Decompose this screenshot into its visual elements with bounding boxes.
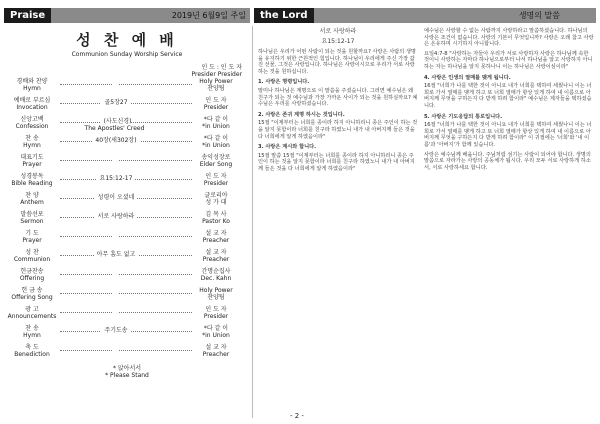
service-date: 2019년 6월9일 주일: [171, 11, 246, 20]
page-number: - 2 -: [290, 412, 304, 420]
sermon-column-right: [424, 28, 594, 174]
point-5-heading: 5. 사랑은 기도응답의 통로입니다.: [424, 113, 503, 120]
order-item-leader: *다 같 이 *in Union: [202, 135, 230, 149]
point-4-heading: 4. 사랑은 인생의 열매를 맺게 됩니다.: [424, 74, 511, 81]
lord-tag: the Lord: [254, 8, 314, 23]
order-item-content: [66, 308, 166, 315]
left-header-bar: [4, 8, 250, 23]
order-item-content: [66, 137, 166, 144]
order-item-label: 신앙고백 Confession: [15, 116, 49, 130]
order-item-content-text: [113, 270, 119, 277]
order-item-content: [66, 80, 166, 87]
order-item-leader: 인 도 자 Presider: [203, 306, 229, 320]
order-row: [4, 116, 250, 135]
sermon-title: 서로 사랑하라: [319, 28, 357, 35]
sermon-intro: 하나님은 우리가 어떤 사람이 되는 것을 원할까요? 사랑은 사람의 생명을 유지하기 위한 근원적인 힘입니다. 하나님이 우리에게 주신 가장 값진 선물, 그것은 사랑입니다. 하나님은 사랑이시므로 우리가 서로 사랑하는 것을 원하십니다.: [258, 49, 416, 75]
order-item-label: 기 도 Prayer: [22, 230, 42, 244]
order-item-content-text: 주기도송: [101, 327, 130, 334]
order-item-label: 성경봉독 Bible Reading: [11, 173, 53, 187]
order-item-content-text: 아무 흠도 없고: [94, 251, 139, 258]
order-item-label: 찬 송 Hymn: [23, 135, 41, 149]
order-item-leader: *다 같 이 *in Union: [202, 325, 230, 339]
stand-note: * 앉아서서 * Please Stand: [105, 365, 149, 379]
worship-order: [4, 28, 250, 379]
order-item-content: [66, 194, 166, 201]
order-row: [4, 173, 250, 192]
right-header-bar: [254, 8, 596, 23]
point-1-text: 말미나 하나님은 계명으로 이 말씀을 주셨습니다. 그러면 예수님은 왜 친구가 되는 것 예수님과 가장 가까운 사이가 되는 것을 원하실까요? 예수님은 우리를 사랑하셨습니다.: [258, 87, 418, 108]
order-row: [4, 306, 250, 325]
order-row: [4, 344, 250, 363]
order-item-content: [66, 156, 166, 163]
word-of-life-title: 생명의 말씀: [518, 11, 560, 20]
order-item-content-text: [113, 308, 119, 315]
order-row: [4, 192, 250, 211]
order-item-content: [66, 327, 166, 334]
order-item-content: [66, 213, 166, 220]
order-item-content: [66, 232, 166, 239]
order-item-content: [66, 346, 166, 353]
order-row: [4, 249, 250, 268]
order-item-leader: Holy Power 찬양팀: [199, 78, 233, 92]
point-1-heading: 1. 사랑은 명령입니다.: [258, 79, 310, 86]
order-item-content-text: [113, 346, 119, 353]
column-divider: [252, 26, 253, 418]
order-item-leader: 글로리아 성 가 대: [204, 192, 228, 206]
order-item-label: 찬 양 Anthem: [20, 192, 44, 206]
order-item-content: [66, 99, 166, 106]
presider-en: Presider Presider: [191, 71, 242, 78]
point-3-text: 15절 말씀 15절 "이제부터는 너희를 종이라 하지 아니하리니 종은 주인이 하는 것을 알지 못함이라 너희를 친구라 하였노니 내가 내 아버지께 들은 것을 다 너희에게 알게 하였음이라": [258, 152, 415, 172]
order-item-content: [66, 175, 166, 182]
order-item-content: [66, 270, 166, 277]
order-row: [4, 97, 250, 116]
order-item-content-text: 서로 사랑하라: [95, 213, 138, 220]
order-item-content: [66, 251, 166, 258]
order-row: [4, 135, 250, 154]
right-quote: 요일4:7-8 "사랑하는 자들아 우리가 서로 사랑하자 사랑은 하나님께 속한 것이니 사랑하는 자마다 하나님으로부터 나서 하나님을 알고 사랑하지 아니하는 자는 하나님을 알지 못하나니 이는 하나님은 사랑이심이라": [424, 50, 593, 70]
point-5-text: 16절 "너희가 나를 택한 것이 아니요 내가 너희를 택하여 세웠나니 이는 너희로 가서 열매를 맺게 하고 또 너희 열매가 항상 있게 하여 내 이름으로 아버지께 무엇을 구하든지 다 받게 하려 함이라" 이 귀절에는 '너희'와 '내 이름'과 '아버지'가 함께 있습니다.: [424, 122, 592, 148]
order-item-content: [66, 289, 166, 296]
praise-tag: Praise: [4, 8, 51, 23]
order-row: [4, 268, 250, 287]
order-item-content: [66, 118, 166, 132]
order-row: [4, 154, 250, 173]
presider-line: [4, 64, 242, 78]
order-item-content-text: [113, 289, 119, 296]
closing-text: 사랑은 예수님께 배웁니다. 주님처럼 섬기는 사람이 되어야 합니다. 생명의 말씀으로 자라가는 사랑의 공동체가 됩시다. 우리 모두 서로 사랑하게 하소서, 서로 사랑하세요 합니다.: [424, 151, 591, 171]
order-item-leader: 설 교 자 Preacher: [202, 344, 230, 358]
point-2-heading: 2. 사랑은 존귀 계명 하시는 것입니다.: [258, 111, 345, 118]
order-row: [4, 211, 250, 230]
point-4-text: 16절 "너희가 나를 택한 것이 아니요 내가 너희를 택하여 세웠나니 이는 너희로 가서 열매를 맺게 하고 또 너희 열매가 항상 있게 하여 내 이름으로 아버지께 무엇을 구하든지 다 받게 하려 함이라" 예수님은 제자들을 택하셨습니다.: [424, 83, 592, 109]
order-row: [4, 78, 250, 97]
right-intro: 예수님은 사랑할 수 없는 사람까지 사랑하라고 말씀하셨습니다. 하나님의 사랑은 조건이 없습니다. 사랑의 기본이 무엇입니까? 사랑은 오래 참고 사랑은 온유하며 시기하지 아니합니다.: [424, 28, 594, 48]
order-item-label: 축 도 Benediction: [14, 344, 50, 358]
order-item-label: 말씀선포 Sermon: [20, 211, 44, 225]
order-item-leader: 간명순집사 Dec. Kahn: [200, 268, 232, 282]
order-item-label: 헌 금 송 Offering Song: [11, 287, 53, 301]
order-item-label: 예배로 부르심 Invocation: [13, 97, 51, 111]
order-row: [4, 287, 250, 306]
order-item-content-text: (사도신경) The Apostles' Creed: [85, 118, 148, 132]
order-item-content-text: [113, 156, 119, 163]
order-item-label: 광 고 Announcements: [7, 306, 57, 320]
order-item-label: 대표기도 Prayer: [20, 154, 44, 168]
order-item-leader: 설 교 자 Preacher: [202, 249, 230, 263]
order-item-leader: Holy Power 찬양팀: [199, 287, 233, 301]
order-item-label: 성 찬 Communion: [13, 249, 51, 263]
order-item-content-text: [113, 80, 119, 87]
order-item-content-text: 골5장27: [101, 99, 130, 106]
order-item-content-text: [113, 232, 119, 239]
order-rows: [4, 78, 250, 363]
order-item-leader: 설 교 자 Preacher: [202, 230, 230, 244]
order-item-leader: 송익성장로 Elder Song: [199, 154, 233, 168]
presider-ko: 인 도 : 인 도 자: [201, 64, 242, 71]
order-item-leader: 김 목 사 Pastor Ko: [202, 211, 230, 225]
order-item-label: 헌금찬송 Offering: [19, 268, 45, 282]
sermon-reference: 요15:12-17: [321, 38, 355, 45]
worship-title: 성 찬 예 배: [76, 31, 178, 49]
order-item-label: 경배와 찬양 Hymn: [16, 78, 48, 92]
order-item-leader: 인 도 자 Presider: [203, 97, 229, 111]
order-item-content-text: 성령이 오셨네: [95, 194, 138, 201]
order-item-content-text: 40장(새302장): [92, 137, 139, 144]
point-3-heading: 3. 사랑은 계시와 합니다.: [258, 144, 317, 151]
sermon-column-middle: [258, 28, 418, 176]
order-item-content-text: 요15:12-17: [97, 175, 136, 182]
order-row: [4, 230, 250, 249]
point-2-text: 15절 "이제부터는 너희를 종이라 하지 아니하리니 종은 주인이 하는 것을 알지 못함이라 너희를 친구라 하였노니 내가 내 아버지께 들은 것을 다 너희에게 알게 하였음이라": [258, 120, 418, 140]
order-row: [4, 325, 250, 344]
order-item-leader: *다 같 이 *in Union: [202, 116, 230, 130]
worship-subtitle: Communion Sunday Worship Service: [71, 51, 183, 58]
order-item-label: 찬 송 Hymn: [23, 325, 41, 339]
order-item-leader: 인 도 자 Presider: [203, 173, 229, 187]
